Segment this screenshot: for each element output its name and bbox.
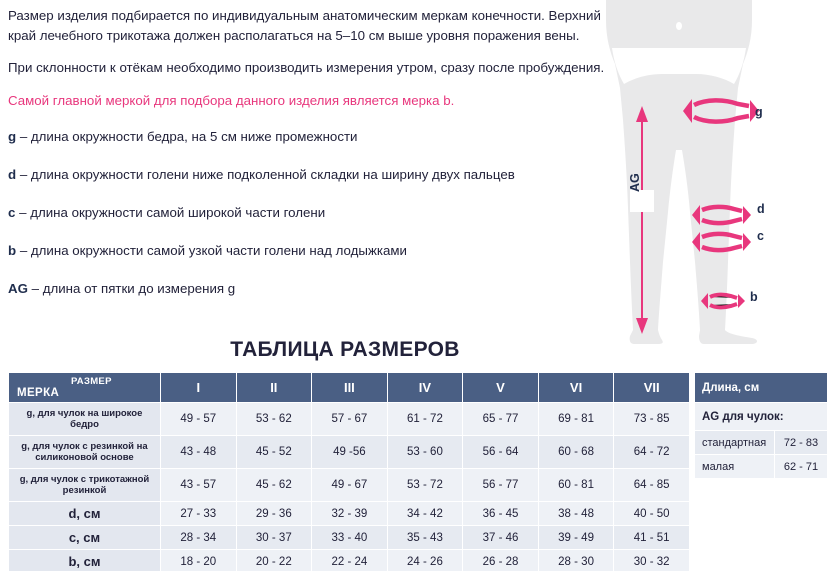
- cell: 26 - 28: [463, 550, 539, 571]
- illustration-label-c: c: [757, 229, 764, 243]
- table-row: [9, 403, 690, 436]
- cell: 53 - 72: [387, 469, 463, 502]
- corner-label-razmer: РАЗМЕР: [71, 376, 112, 387]
- cell: 32 - 39: [312, 502, 388, 526]
- cell: 28 - 34: [160, 526, 236, 550]
- legend-text-ag: – длина от пятки до измерения g: [27, 281, 236, 296]
- ag-row-name-small: малая: [695, 455, 775, 479]
- size-column-header-3: III: [312, 373, 388, 403]
- ag-row-value-standard: 72 - 83: [775, 431, 828, 455]
- legend-item-ag: [8, 279, 608, 298]
- paragraph-sizing: Размер изделия подбирается по индивидуальным анатомическим меркам конечности. Верхний край лечебного трикотажа должен располагаться на 5–10 см выше уровня поражения вены.: [8, 8, 601, 43]
- cell: 43 - 57: [160, 469, 236, 502]
- row-label-g-knit: g, для чулок с трикотажной резинкой: [9, 469, 161, 502]
- legend-text-d: – длина окружности голени ниже подколенной складки на ширину двух пальцев: [16, 167, 515, 182]
- table-row: [9, 526, 690, 550]
- description-column: [8, 6, 608, 317]
- table-row: [695, 431, 828, 455]
- illustration-label-g: g: [755, 105, 763, 119]
- ag-table-header: Длина, см: [695, 373, 828, 403]
- table-row: [9, 550, 690, 571]
- cell: 61 - 72: [387, 403, 463, 436]
- cell: 57 - 67: [312, 403, 388, 436]
- corner-label-merka: МЕРКА: [17, 387, 60, 399]
- cell: 64 - 85: [614, 469, 690, 502]
- cell: 30 - 32: [614, 550, 690, 571]
- size-table-header-row: [9, 373, 690, 403]
- cell: 49 - 57: [160, 403, 236, 436]
- cell: 64 - 72: [614, 436, 690, 469]
- cell: 39 - 49: [538, 526, 614, 550]
- row-label-g-wide: g, для чулок на широкое бедро: [9, 403, 161, 436]
- cell: 49 -56: [312, 436, 388, 469]
- ag-row-value-small: 62 - 71: [775, 455, 828, 479]
- row-label-d: d, см: [9, 502, 161, 526]
- ag-table-header-row: [695, 373, 828, 403]
- navel-mark: [676, 22, 682, 30]
- cell: 35 - 43: [387, 526, 463, 550]
- illustration-label-b: b: [750, 290, 758, 304]
- cell: 37 - 46: [463, 526, 539, 550]
- legend-item-d: [8, 165, 608, 184]
- cell: 27 - 33: [160, 502, 236, 526]
- size-column-header-6: VI: [538, 373, 614, 403]
- cell: 43 - 48: [160, 436, 236, 469]
- cell: 60 - 68: [538, 436, 614, 469]
- paragraph-edema: При склонности к отёкам необходимо производить измерения утром, сразу после пробуждения.: [8, 60, 605, 75]
- cell: 56 - 77: [463, 469, 539, 502]
- legend-text-c: – длина окружности самой широкой части голени: [15, 205, 326, 220]
- row-label-b: b, см: [9, 550, 161, 571]
- legend-key-g: g: [8, 129, 17, 144]
- cell: 22 - 24: [312, 550, 388, 571]
- right-foot: [699, 330, 757, 344]
- page-title: ТАБЛИЦА РАЗМЕРОВ: [230, 338, 460, 361]
- cell: 40 - 50: [614, 502, 690, 526]
- legend-text-b: – длина окружности самой узкой части голени над лодыжками: [16, 243, 407, 258]
- cell: 53 - 62: [236, 403, 312, 436]
- cell: 65 - 77: [463, 403, 539, 436]
- cell: 33 - 40: [312, 526, 388, 550]
- legend-key-ag: AG: [8, 281, 28, 296]
- size-table-corner-cell: [9, 373, 161, 403]
- table-row: [9, 469, 690, 502]
- cell: 73 - 85: [614, 403, 690, 436]
- size-column-header-5: V: [463, 373, 539, 403]
- cell: 24 - 26: [387, 550, 463, 571]
- table-row: [9, 436, 690, 469]
- illustration-label-d: d: [757, 202, 765, 216]
- illustration-label-ag: AG: [628, 173, 642, 192]
- row-label-g-silicone: g, для чулок с резинкой на силиконовой основе: [9, 436, 161, 469]
- cell: 30 - 37: [236, 526, 312, 550]
- row-label-c: c, см: [9, 526, 161, 550]
- ag-row-name-standard: стандартная: [695, 431, 775, 455]
- cell: 28 - 30: [538, 550, 614, 571]
- ag-table-title: AG для чулок:: [695, 403, 828, 431]
- size-column-header-7: VII: [614, 373, 690, 403]
- table-row: [695, 455, 828, 479]
- cell: 36 - 45: [463, 502, 539, 526]
- size-column-header-4: IV: [387, 373, 463, 403]
- size-table: [8, 372, 690, 571]
- table-row: [9, 502, 690, 526]
- cell: 45 - 62: [236, 469, 312, 502]
- cell: 41 - 51: [614, 526, 690, 550]
- size-column-header-2: II: [236, 373, 312, 403]
- cell: 34 - 42: [387, 502, 463, 526]
- cell: 56 - 64: [463, 436, 539, 469]
- legend-key-c: c: [8, 205, 16, 220]
- size-column-header-1: I: [160, 373, 236, 403]
- legend-text-g: – длина окружности бедра, на 5 см ниже промежности: [16, 129, 358, 144]
- cell: 29 - 36: [236, 502, 312, 526]
- legend-item-c: [8, 203, 608, 222]
- cell: 69 - 81: [538, 403, 614, 436]
- leg-measurement-illustration: [600, 0, 836, 345]
- legend-key-d: d: [8, 167, 17, 182]
- cell: 18 - 20: [160, 550, 236, 571]
- cell: 60 - 81: [538, 469, 614, 502]
- legend-key-b: b: [8, 243, 17, 258]
- cell: 45 - 52: [236, 436, 312, 469]
- accent-note: Самой главной меркой для подбора данного изделия является мерка b.: [8, 92, 455, 108]
- cell: 20 - 22: [236, 550, 312, 571]
- cell: 38 - 48: [538, 502, 614, 526]
- table-row: [695, 403, 828, 431]
- cell: 49 - 67: [312, 469, 388, 502]
- ag-length-table: [694, 372, 828, 479]
- cell: 53 - 60: [387, 436, 463, 469]
- legend-item-g: [8, 127, 608, 146]
- legend-item-b: [8, 241, 608, 260]
